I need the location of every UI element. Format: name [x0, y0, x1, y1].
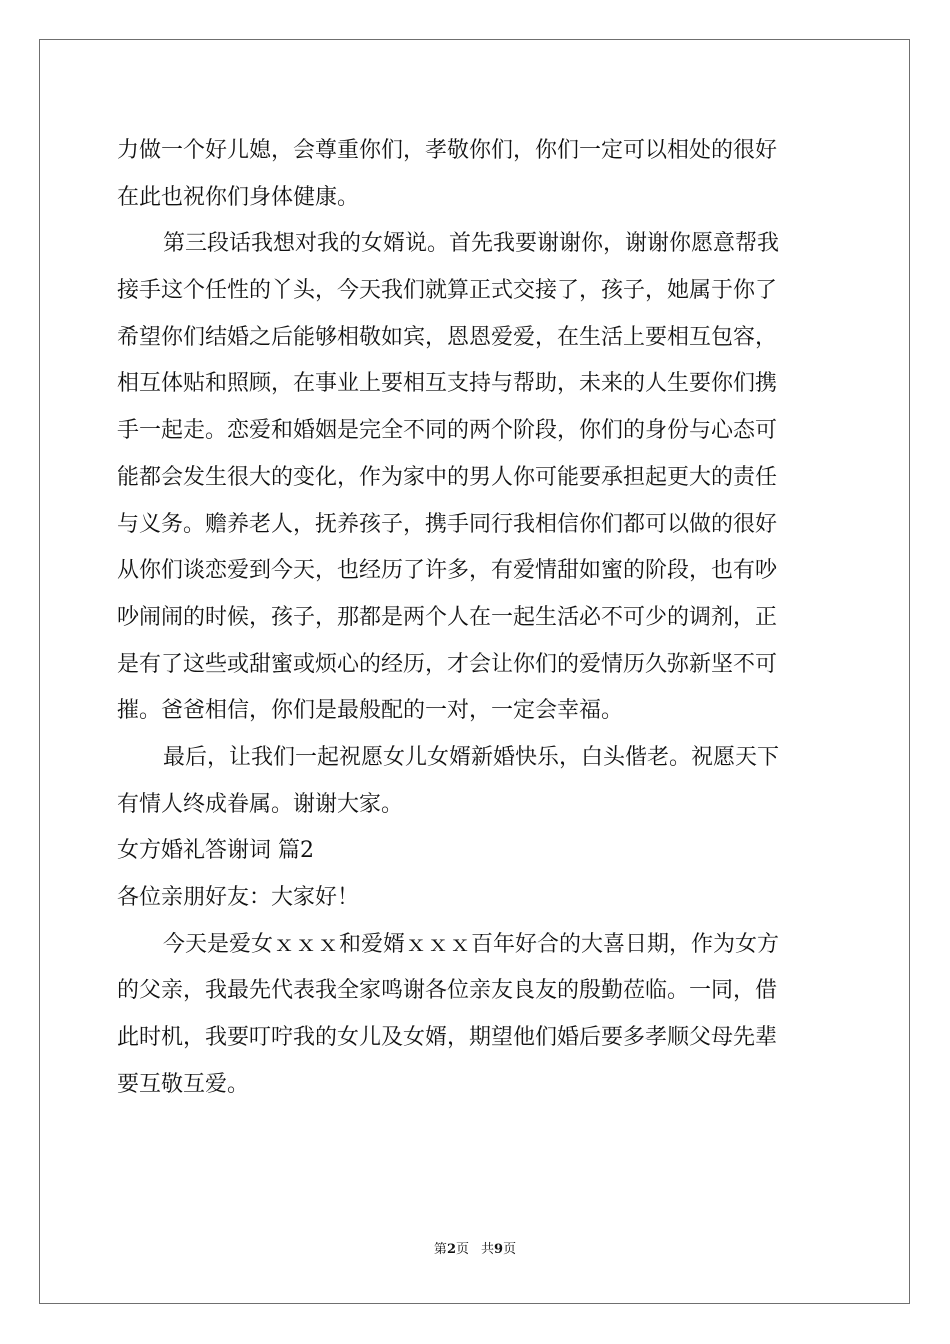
text-line: 的父亲，我最先代表我全家鸣谢各位亲友良友的殷勤莅临。一同，借 — [117, 978, 778, 1004]
text-line: 吵闹闹的时候，孩子，那都是两个人在一起生活必不可少的调剂，正 — [117, 604, 778, 630]
total-page-count: 9 — [494, 1242, 504, 1257]
text-line: 有情人终成眷属。谢谢大家。 — [117, 791, 404, 817]
text-line: 最后，让我们一起祝愿女儿女婿新婚快乐，白头偕老。祝愿天下 — [163, 744, 780, 770]
text-line: 能都会发生很大的变化，作为家中的男人你可能要承担起更大的责任 — [117, 464, 778, 490]
text-line: 要互敬互爱。 — [117, 1071, 250, 1097]
text-line: 是有了这些或甜蜜或烦心的经历，才会让你们的爱情历久弥新坚不可 — [117, 651, 778, 677]
text-line: 从你们谈恋爱到今天，也经历了许多，有爱情甜如蜜的阶段，也有吵 — [117, 558, 778, 584]
text-line: 在此也祝你们身体健康。 — [117, 184, 360, 210]
current-page-number: 2 — [446, 1242, 456, 1257]
text-line: 此时机，我要叮咛我的女儿及女婿，期望他们婚后要多孝顺父母先辈 — [117, 1025, 778, 1051]
text-line: 各位亲朋好友：大家好！ — [117, 885, 360, 910]
page-prefix: 第 — [433, 1242, 447, 1257]
total-prefix: 共 — [481, 1242, 495, 1257]
text-line: 希望你们结婚之后能够相敬如宾，恩恩爱爱，在生活上要相互包容， — [117, 324, 778, 350]
text-line: 与义务。赡养老人，抚养孩子，携手同行我相信你们都可以做的很好 — [117, 511, 778, 537]
text-line: 女方婚礼答谢词 篇2 — [117, 838, 314, 864]
page-suffix: 页 — [455, 1242, 469, 1257]
page-footer — [0, 1242, 950, 1258]
text-line: 接手这个任性的丫头，今天我们就算正式交接了，孩子，她属于你了 — [117, 278, 778, 304]
text-line: 相互体贴和照顾，在事业上要相互支持与帮助，未来的人生要你们携 — [117, 371, 778, 397]
text-line: 今天是爱女ｘｘｘ和爱婿ｘｘｘ百年好合的大喜日期，作为女方 — [163, 931, 780, 957]
document-body — [117, 128, 835, 1108]
total-suffix: 页 — [503, 1242, 517, 1257]
text-line: 摧。爸爸相信，你们是最般配的一对，一定会幸福。 — [117, 698, 624, 724]
text-line: 力做一个好儿媳，会尊重你们，孝敬你们，你们一定可以相处的很好 — [117, 138, 778, 163]
text-line: 手一起走。恋爱和婚姻是完全不同的两个阶段，你们的身份与心态可 — [117, 418, 778, 444]
text-line: 第三段话我想对我的女婿说。首先我要谢谢你，谢谢你愿意帮我 — [163, 231, 780, 257]
